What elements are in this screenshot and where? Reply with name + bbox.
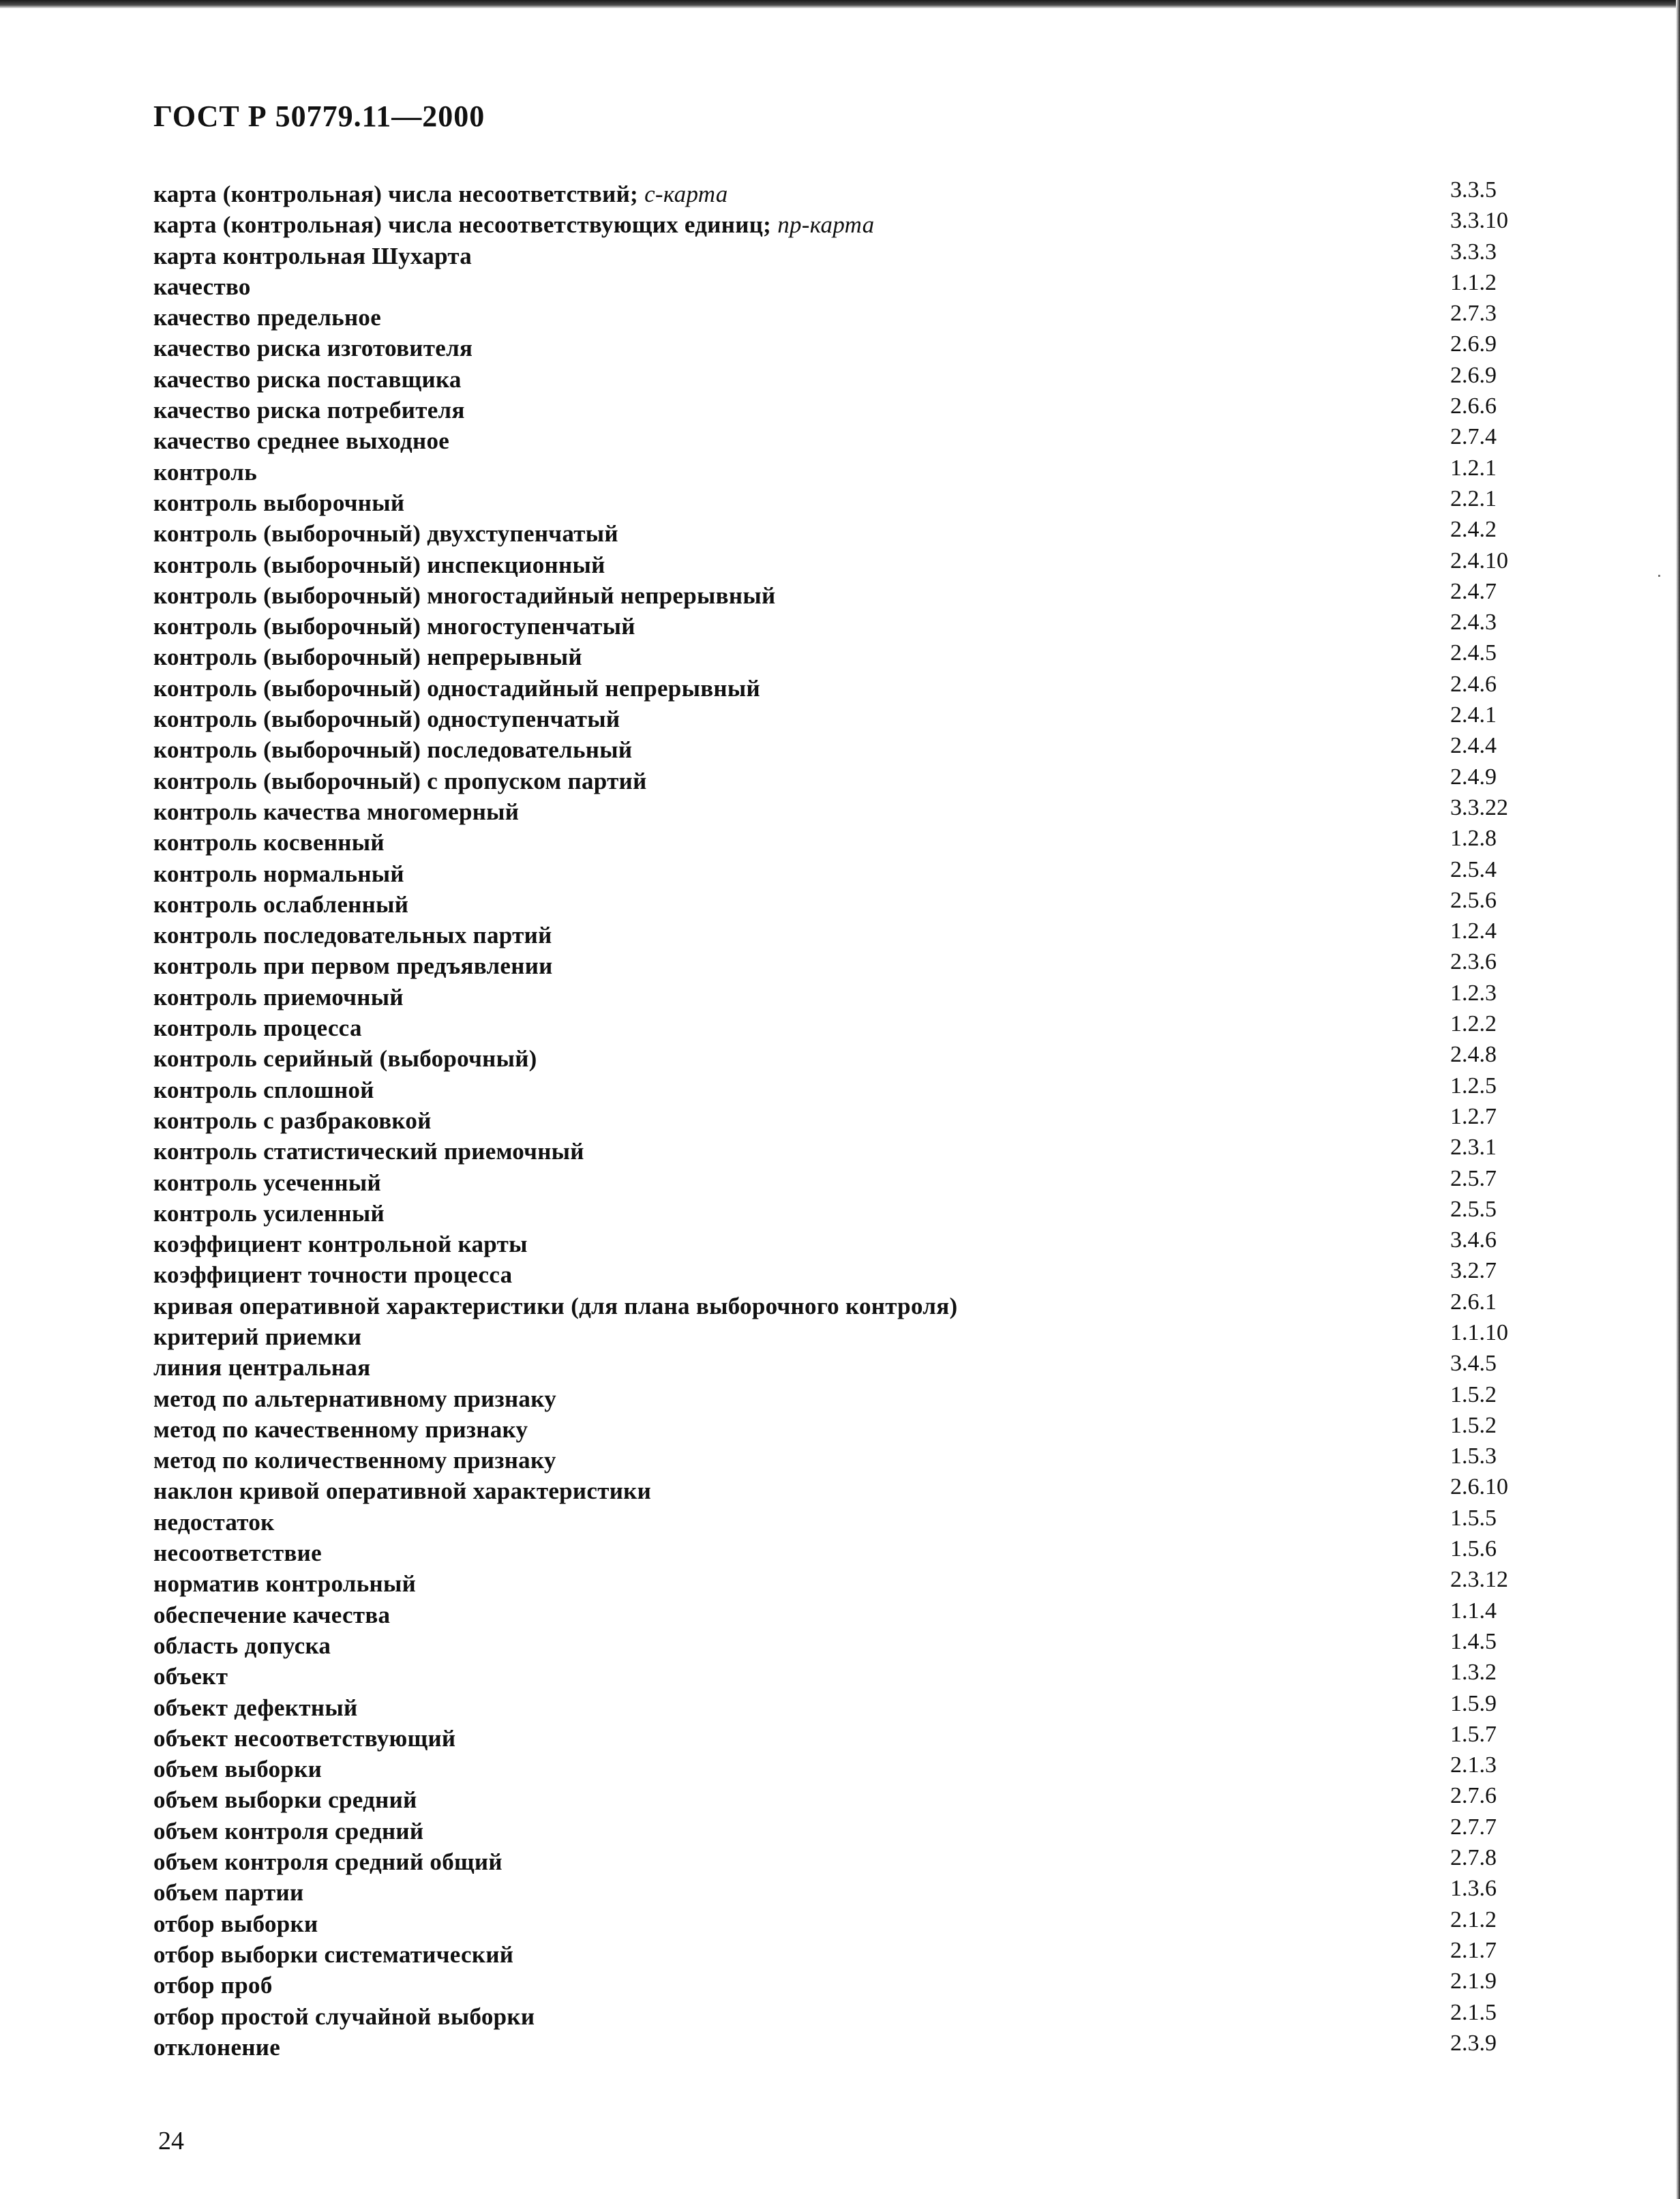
entry-term: [153, 209, 875, 240]
entry-section-ref: 1.5.6: [1450, 1536, 1497, 1562]
entry-section-ref: 3.2.7: [1450, 1258, 1497, 1284]
entry-term-text: метод по альтернативному признаку: [153, 1385, 556, 1412]
entry-section-ref: 1.1.10: [1450, 1319, 1508, 1345]
entry-term-text: кривая оперативной характеристики (для плана выборочного контроля): [153, 1292, 958, 1319]
entry-section-ref: 2.6.6: [1450, 393, 1497, 419]
index-entry: [153, 1661, 1534, 1692]
index-entry: [153, 1754, 1534, 1784]
entry-term-text: контроль нормальный: [153, 860, 404, 887]
entry-term-text: объем выборки средний: [153, 1786, 417, 1814]
index-entry: [153, 611, 1534, 642]
entry-term-abbreviation: с-карта: [644, 181, 728, 207]
entry-term-text: контроль качества многомерный: [153, 798, 520, 825]
index-entry: [153, 1692, 1534, 1723]
entry-term-text: контроль серийный (выборочный): [153, 1045, 537, 1073]
entry-section-ref: 2.6.1: [1450, 1289, 1497, 1315]
document-header: ГОСТ Р 50779.11—2000: [153, 100, 485, 133]
entry-term: [153, 488, 404, 518]
entry-term: [153, 241, 472, 271]
entry-term: [153, 1383, 556, 1414]
entry-section-ref: 1.3.6: [1450, 1876, 1497, 1902]
entry-term-text: контроль (выборочный) многоступенчатый: [153, 613, 635, 640]
entry-term-text: объем контроля средний общий: [153, 1849, 502, 1876]
entry-section-ref: 2.3.9: [1450, 2030, 1497, 2056]
entry-term: [153, 2001, 535, 2032]
entry-section-ref: 3.4.6: [1450, 1227, 1497, 1253]
entry-section-ref: 3.3.10: [1450, 208, 1508, 234]
index-entry: [153, 1383, 1534, 1414]
entry-term: [153, 1970, 273, 2001]
entry-term: [153, 1414, 528, 1445]
index-entry: [153, 1877, 1534, 1908]
entry-term-text: контроль приемочный: [153, 983, 404, 1011]
index-entry: [153, 333, 1534, 363]
entry-section-ref: 1.2.8: [1450, 826, 1497, 852]
entry-term: [153, 1476, 651, 1506]
entry-term: [153, 1259, 512, 1290]
entry-term: [153, 1723, 455, 1754]
entry-section-ref: 1.5.9: [1450, 1690, 1497, 1716]
entry-term-text: контроль: [153, 458, 258, 485]
entry-section-ref: 2.4.5: [1450, 640, 1497, 666]
entry-term: [153, 518, 618, 549]
index-entry: [153, 1846, 1534, 1877]
entry-term-text: линия центральная: [153, 1354, 371, 1381]
index-entry: [153, 889, 1534, 920]
entry-section-ref: 2.7.6: [1450, 1783, 1497, 1809]
entry-term: [153, 179, 728, 209]
entry-term: [153, 2032, 280, 2063]
index-entry: [153, 1259, 1534, 1290]
entry-section-ref: 2.7.8: [1450, 1845, 1497, 1871]
entry-term: [153, 1784, 417, 1815]
entry-section-ref: 2.2.1: [1450, 485, 1497, 511]
index-entry: [153, 673, 1534, 704]
entry-section-ref: 2.4.4: [1450, 733, 1497, 759]
entry-section-ref: 3.3.5: [1450, 177, 1497, 203]
index-entry: [153, 1600, 1534, 1630]
index-entry: [153, 1075, 1534, 1105]
entry-term: [153, 1105, 432, 1136]
entry-term-text: контроль (выборочный) одноступенчатый: [153, 706, 620, 733]
index-entry: [153, 734, 1534, 765]
entry-section-ref: 1.2.3: [1450, 980, 1497, 1006]
entry-term-text: недостаток: [153, 1508, 275, 1536]
index-entry: [153, 518, 1534, 549]
index-entry: [153, 457, 1534, 488]
entry-term: [153, 1229, 528, 1259]
index-entry: [153, 642, 1534, 672]
index-entry: [153, 1970, 1534, 2001]
entry-section-ref: 3.4.5: [1450, 1351, 1497, 1377]
entry-term: [153, 1568, 416, 1599]
entry-term: [153, 550, 605, 580]
index-entry: [153, 550, 1534, 580]
entry-term-text: наклон кривой оперативной характеристики: [153, 1478, 652, 1505]
entry-term-text: коэффициент контрольной карты: [153, 1231, 528, 1258]
entry-term-text: объект: [153, 1663, 228, 1690]
entry-term-text: отклонение: [153, 2033, 281, 2061]
entry-section-ref: 2.4.3: [1450, 610, 1497, 635]
entry-term: [153, 858, 404, 889]
index-entry: [153, 920, 1534, 951]
entry-section-ref: 2.6.9: [1450, 331, 1497, 357]
index-entry: [153, 1445, 1534, 1476]
index-entry: [153, 1723, 1534, 1754]
entry-term-text: контроль (выборочный) инспекционный: [153, 551, 605, 578]
entry-term: [153, 302, 381, 333]
entry-term-text: отбор выборки: [153, 1910, 318, 1937]
entry-term: [153, 1846, 502, 1877]
entry-term: [153, 1043, 537, 1074]
entry-term-text: карта (контрольная) числа несоответствий;: [153, 181, 645, 207]
entry-section-ref: 1.2.2: [1450, 1011, 1497, 1037]
index-entry: [153, 241, 1534, 271]
entry-term-text: обеспечение качества: [153, 1601, 391, 1628]
index-entry: [153, 1167, 1534, 1198]
entry-section-ref: 2.7.4: [1450, 424, 1497, 450]
entry-term-text: контроль с разбраковкой: [153, 1107, 432, 1134]
entry-section-ref: 3.3.22: [1450, 794, 1508, 820]
index-entry: [153, 796, 1534, 827]
entry-section-ref: 2.7.3: [1450, 301, 1497, 327]
index-entry: [153, 485, 1534, 518]
entry-term: [153, 1939, 513, 1970]
entry-term: [153, 395, 465, 425]
entry-term: [153, 1352, 370, 1383]
index-entry: [153, 1906, 1534, 1939]
index-entry: [153, 1105, 1534, 1136]
entry-term-text: контроль (выборочный) непрерывный: [153, 644, 582, 671]
index-entry: [153, 580, 1534, 611]
entry-section-ref: 2.1.5: [1450, 1999, 1497, 2025]
entry-section-ref: 2.5.4: [1450, 856, 1497, 882]
entry-section-ref: 1.2.5: [1450, 1073, 1497, 1098]
entry-term: [153, 673, 760, 704]
index-entry: [153, 951, 1534, 981]
entry-term: [153, 1600, 390, 1630]
index-entry: [153, 364, 1534, 395]
index-entry: [153, 827, 1534, 858]
entry-term: [153, 734, 632, 765]
entry-section-ref: 2.4.8: [1450, 1042, 1497, 1068]
scan-right-edge: [1676, 0, 1680, 2199]
entry-term-text: коэффициент точности процесса: [153, 1261, 513, 1289]
entry-section-ref: 2.5.6: [1450, 887, 1497, 913]
entry-section-ref: 1.1.4: [1450, 1598, 1497, 1624]
index-entry: [153, 1321, 1534, 1352]
index-entry: [153, 1784, 1534, 1815]
entry-section-ref: 1.1.2: [1450, 269, 1497, 295]
entry-term: [153, 457, 257, 488]
entry-section-ref: 2.1.3: [1450, 1752, 1497, 1778]
index-entry: [153, 704, 1534, 734]
entry-section-ref: 1.5.2: [1450, 1412, 1497, 1438]
index-entry: [153, 179, 1534, 209]
index-entry: [153, 1352, 1534, 1383]
entry-term-text: норматив контрольный: [153, 1570, 417, 1598]
entry-term-text: критерий приемки: [153, 1323, 362, 1350]
entry-term-text: контроль (выборочный) двухступенчатый: [153, 520, 618, 548]
index-entry: [153, 1229, 1534, 1259]
entry-term-text: контроль косвенный: [153, 829, 385, 856]
entry-term-text: контроль выборочный: [153, 489, 405, 516]
entry-term-text: качество: [153, 273, 251, 300]
entry-term: [153, 1445, 556, 1476]
index-entry: [153, 1013, 1534, 1043]
entry-section-ref: 2.3.1: [1450, 1135, 1497, 1161]
entry-term: [153, 1291, 957, 1321]
index-entry: [153, 1939, 1534, 1970]
entry-section-ref: 3.3.3: [1450, 239, 1497, 265]
entry-term: [153, 766, 647, 796]
entry-term: [153, 1136, 584, 1167]
entry-section-ref: 1.4.5: [1450, 1628, 1497, 1654]
entry-term: [153, 1754, 322, 1784]
entry-section-ref: 1.5.2: [1450, 1381, 1497, 1407]
entry-section-ref: 2.5.7: [1450, 1165, 1497, 1191]
entry-term-text: метод по качественному признаку: [153, 1416, 528, 1443]
entry-section-ref: 2.3.6: [1450, 949, 1497, 975]
index-entry: [153, 1538, 1534, 1568]
index-entry: [153, 271, 1534, 302]
entry-term: [153, 1877, 303, 1908]
entry-term-text: метод по количественному признаку: [153, 1447, 556, 1474]
entry-term: [153, 827, 385, 858]
entry-term: [153, 704, 620, 734]
entry-term-text: отбор выборки систематический: [153, 1941, 514, 1968]
entry-term-text: область допуска: [153, 1632, 331, 1659]
entry-term-text: контроль при первом предъявлении: [153, 953, 553, 980]
entry-term-text: несоответствие: [153, 1540, 322, 1567]
entry-term-text: качество риска поставщика: [153, 365, 462, 393]
entry-section-ref: 2.4.1: [1450, 702, 1497, 728]
entry-term-text: объем выборки: [153, 1756, 322, 1783]
entry-term: [153, 1909, 318, 1939]
index-entry: [153, 1507, 1534, 1538]
entry-term-text: контроль усеченный: [153, 1169, 381, 1196]
entry-section-ref: 2.4.2: [1450, 517, 1497, 543]
entry-term-text: контроль (выборочный) одностадийный непрерывный: [153, 674, 760, 702]
entry-term-text: контроль (выборочный) последовательный: [153, 736, 633, 764]
index-entry: [153, 1476, 1534, 1506]
entry-term: [153, 1075, 374, 1105]
entry-section-ref: 2.7.7: [1450, 1814, 1497, 1840]
index-entry: [153, 425, 1534, 456]
entry-term-text: качество предельное: [153, 304, 382, 331]
index-entry: [153, 1630, 1534, 1661]
page-number: 24: [158, 2127, 184, 2155]
entry-section-ref: 2.4.9: [1450, 764, 1497, 790]
entry-section-ref: 2.4.10: [1450, 548, 1508, 573]
entry-term: [153, 642, 582, 672]
entry-section-ref: 1.2.4: [1450, 918, 1497, 944]
entry-section-ref: 2.6.10: [1450, 1474, 1508, 1500]
entry-term: [153, 271, 251, 302]
entry-term: [153, 611, 635, 642]
entry-term-text: отбор простой случайной выборки: [153, 2003, 535, 2030]
index-entry: [153, 2032, 1534, 2063]
entry-term-text: контроль ослабленный: [153, 891, 409, 918]
entry-term: [153, 425, 449, 456]
index-entry: [153, 766, 1534, 796]
index-entry: [153, 982, 1534, 1013]
entry-term-text: качество риска изготовителя: [153, 335, 473, 362]
entry-term: [153, 333, 472, 363]
index-entry: [153, 1414, 1534, 1445]
entry-term: [153, 364, 462, 395]
index-entry: [153, 1136, 1534, 1167]
entry-section-ref: 2.1.7: [1450, 1937, 1497, 1963]
index-entry: [153, 1291, 1534, 1321]
entry-term-text: карта (контрольная) числа несоответствующих единиц;: [153, 211, 778, 239]
entry-term-text: контроль (выборочный) с пропуском партий: [153, 767, 647, 794]
index-entry: [153, 858, 1534, 889]
entry-section-ref: 2.5.5: [1450, 1196, 1497, 1222]
index-entry: [153, 395, 1534, 425]
entry-term: [153, 1013, 362, 1043]
entry-term-text: объект несоответствующий: [153, 1724, 456, 1752]
index-entry: [153, 2001, 1534, 2032]
index-entry: [153, 1198, 1534, 1229]
entry-term-text: объект дефектный: [153, 1694, 358, 1721]
entry-term-text: объем контроля средний: [153, 1817, 424, 1844]
entry-term: [153, 920, 552, 951]
entry-section-ref: 1.5.3: [1450, 1443, 1497, 1469]
entry-section-ref: 2.6.9: [1450, 362, 1497, 388]
entry-term-text: объем партии: [153, 1879, 304, 1906]
entry-term-text: контроль сплошной: [153, 1076, 374, 1103]
entry-section-ref: 1.5.5: [1450, 1505, 1497, 1531]
entry-term-text: контроль усиленный: [153, 1199, 385, 1227]
entry-term: [153, 1692, 357, 1723]
term-index: [153, 179, 1534, 2063]
index-entry: [153, 302, 1534, 333]
entry-term: [153, 1816, 423, 1846]
entry-term: [153, 1661, 228, 1692]
entry-section-ref: 1.2.7: [1450, 1103, 1497, 1129]
entry-section-ref: 2.1.9: [1450, 1969, 1497, 1994]
index-entry: [153, 1816, 1534, 1846]
entry-term-abbreviation: np-карта: [777, 211, 875, 239]
scan-speck: [1658, 575, 1660, 577]
entry-term-text: контроль последовательных партий: [153, 922, 552, 949]
entry-term-text: контроль процесса: [153, 1015, 362, 1042]
entry-section-ref: 1.2.1: [1450, 455, 1497, 481]
entry-term: [153, 1321, 361, 1352]
entry-term-text: качество среднее выходное: [153, 428, 450, 455]
scan-top-edge: [0, 0, 1680, 8]
entry-term: [153, 796, 519, 827]
entry-term: [153, 1507, 275, 1538]
entry-term: [153, 1538, 322, 1568]
entry-term: [153, 1630, 331, 1661]
entry-term-text: карта контрольная Шухарта: [153, 242, 472, 269]
entry-section-ref: 1.5.7: [1450, 1721, 1497, 1747]
entry-term-text: качество риска потребителя: [153, 397, 465, 424]
entry-term: [153, 1198, 385, 1229]
entry-term-text: контроль (выборочный) многостадийный непрерывный: [153, 582, 776, 609]
entry-term: [153, 580, 775, 611]
entry-term: [153, 1167, 381, 1198]
entry-section-ref: 2.4.6: [1450, 671, 1497, 697]
entry-term: [153, 889, 408, 920]
index-entry: [153, 1043, 1534, 1074]
entry-term: [153, 951, 553, 981]
entry-section-ref: 1.3.2: [1450, 1660, 1497, 1686]
entry-section-ref: 2.3.12: [1450, 1567, 1508, 1593]
entry-section-ref: 2.4.7: [1450, 578, 1497, 604]
entry-section-ref: 2.1.2: [1450, 1906, 1497, 1932]
entry-term: [153, 982, 404, 1013]
entry-term-text: контроль статистический приемочный: [153, 1138, 584, 1165]
index-entry: [153, 1568, 1534, 1599]
entry-term-text: отбор проб: [153, 1972, 273, 1999]
index-entry: [153, 209, 1534, 240]
